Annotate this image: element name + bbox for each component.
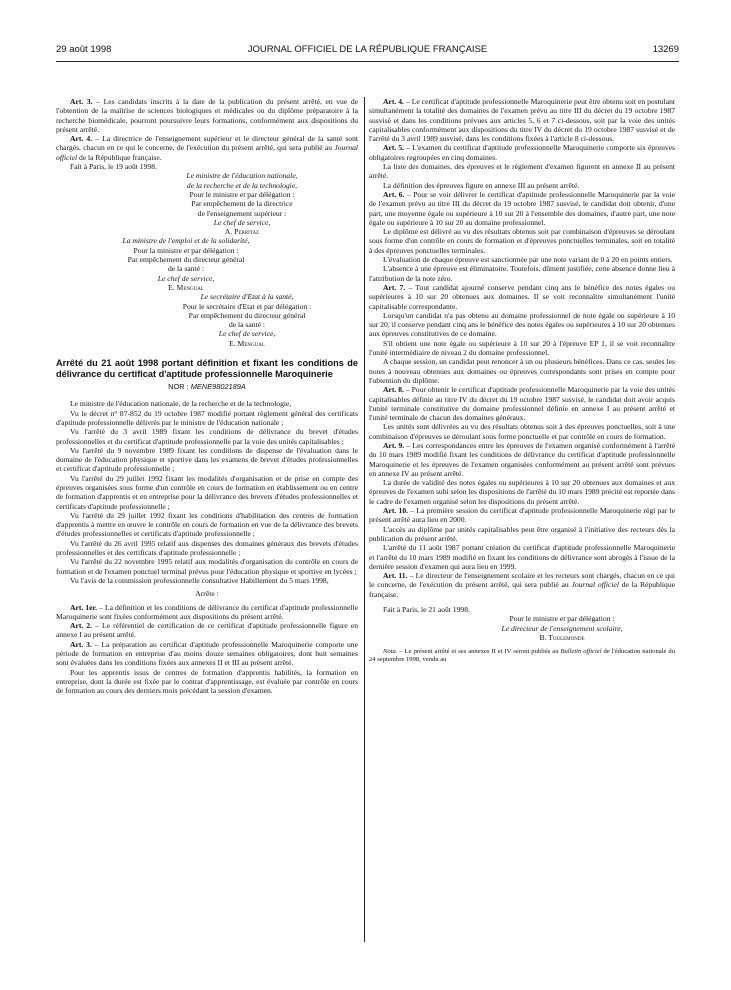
- paragraph: L'arrêté du 11 août 1987 portant création du certificat d'aptitude professionnelle Maroquinerie et l'arrêté du 10 mars 1989 modifié en fixant les conditions de délivrance sont abrogés à l'issue de la dernière session d'examen qui aura lieu en 1999.: [369, 543, 675, 571]
- signatory-name: E. Mengual: [168, 282, 204, 292]
- signatory-name: A. Perritaz: [224, 227, 260, 237]
- signature-block-1: Le ministre de l'éducation nationale, de la recherche et de la technologie, Pour le ministre et par délégation : Par empêchement de la directrice de l'enseignement supérieur : Le chef de service, A. Perritaz: [126, 171, 358, 236]
- paragraph: Vu le décret n° 87-852 du 19 octobre 1987 modifié portant règlement général des certificats d'aptitude professionnelle délivrés par le ministre de l'éducation nationale ;: [56, 408, 358, 427]
- paragraph: Vu l'arrêté du 26 avril 1995 relatif aux dispenses des domaines généraux des brevets d'études professionnelles et des certificats d'aptitude professionnelle ;: [56, 538, 358, 558]
- paragraph: Vu l'arrêté du 3 avril 1989 fixant les conditions de délivrance du brevet d'études professionnelles et du certificat d'aptitude professionnelle par la voie des unités capitalisables ;: [56, 427, 358, 446]
- paragraph: La durée de validité des notes égales ou supérieures à 10 sur 20 obtenues aux domaines et aux épreuves de l'examen subi selon les dispositions de l'arrêté du 10 mars 1989 précité est reportée dans le cadre de l'examen organisé selon les dispositions du présent arrêté.: [369, 478, 675, 506]
- right-column: [369, 97, 675, 664]
- paragraph-art2: Art. 2. – Le référentiel de certification de ce certificat d'aptitude professionnelle figure en annexe I au présent arrêté.: [56, 621, 358, 640]
- paragraph: Pour les apprentis issus de centres de formation d'apprentis habilités, la formation en entreprise, dont la durée est fixée par le contrat d'apprentissage, est évaluée par contrôle en cours de formation au cours des derniers mois précédant la session d'examen.: [56, 667, 358, 696]
- column-divider: [364, 97, 365, 942]
- paragraph-art3-b: Art. 3. – La préparation au certificat d'aptitude professionnelle Maroquinerie comporte une période de formation en entreprise d'au moins douze semaines obligatoires, dont huit semaines sont évaluées dans les conditions fixées aux annexes II et III au présent arrêté.: [56, 639, 358, 668]
- header-date: 29 août 1998: [56, 44, 112, 55]
- signature-block-3: Le secrétaire d'Etat à la santé, Pour le secrétaire d'Etat et par délégation : Par empêchement du directeur général de la santé : Le chef de service, E. Mengual: [136, 292, 358, 348]
- signature-block-2: La ministre de l'emploi et de la solidarité, Pour la ministre et par délégation : Par empêchement du directeur général de la santé : Le chef de service, E. Mengual: [56, 236, 316, 292]
- header-page-number: 13269: [652, 44, 679, 55]
- paragraph-art4-b: Art. 4. – Le certificat d'aptitude professionnelle Maroquinerie peut être obtenu soit en postulant simultanément la totalité des domaines de l'examen prévu au titre III du décret du 19 octobre 1987 susvisé et dans les conditions prévues aux articles 5, 6 et 7 ci-dessous, soit par la voie des unités capitalisables conformément aux dispositions du titre IV du décret du 19 octobre 1987 susvisé et de l'arrêté du 3 avril 1989 susvisé, dans les conditions fixées à l'article 8 ci-dessous.: [369, 97, 675, 144]
- paragraph: Vu l'avis de la commission professionnelle consultative Habillement du 5 mars 1998,: [70, 575, 329, 585]
- paragraph: Le diplôme est délivré au vu des résultats obtenus soit par combinaison d'épreuves se déroulant sous forme d'un contrôle en cours de formation et d'épreuves ponctuelles terminales, soit en totalité à des épreuves ponctuelles terminales.: [369, 227, 675, 255]
- paragraph: L'évaluation de chaque épreuve est sanctionnée par une note variant de 0 à 20 en points entiers.: [383, 255, 673, 265]
- paragraph: Vu l'arrêté du 29 juillet 1992 fixant les conditions d'habilitation des centres de formation d'apprentis à mettre en œuvre le contrôle en cours de formation en vue de la délivrance des brevets d'études professionnelles et certificats d'aptitude professionnelle ;: [56, 510, 358, 539]
- paragraph-art1: Art. 1er. – La définition et les conditions de délivrance du certificat d'aptitude professionnelle Maroquinerie sont fixées conformément aux dispositions du présent arrêté.: [56, 602, 358, 621]
- paragraph: A chaque session, un candidat peut renoncer à un ou plusieurs bénéfices. Dans ce cas, seules les notes à nouveau obtenues aux domaines ou épreuves correspondants sont prises en compte pour l'obtention du diplôme.: [369, 357, 675, 385]
- header-title: JOURNAL OFFICIEL DE LA RÉPUBLIQUE FRANÇAISE: [247, 44, 488, 55]
- paragraph-art7: Art. 7. – Tout candidat ajourné conserve pendant cinq ans le bénéfice des notes égales ou supérieures à 10 sur 20 obtenues aux domaines. Il se voit reconnaître simultanément l'unité capitalisable correspondante.: [369, 282, 675, 311]
- left-column: [56, 97, 358, 696]
- paragraph-art6: Art. 6. – Pour se voir délivrer le certificat d'aptitude professionnelle Maroquinerie par la voie de l'examen prévu au titre III du décret du 19 octobre 1987 susvisé, le candidat doit obtenir, d'une part, une moyenne égale ou supérieure à 10 sur 20 à l'ensemble des domaines, d'autre part, une note égale ou supérieure à 10 sur 20 au domaine professionnel.: [369, 189, 675, 227]
- decree-title: Arrêté du 21 août 1998 portant définition et fixant les conditions de délivrance du certificat d'aptitude professionnelle Maroquinerie: [56, 358, 358, 379]
- fait-date: Fait à Paris, le 21 août 1998.: [383, 605, 470, 615]
- paragraph: L'absence à une épreuve est éliminatoire. Toutefois, dûment justifiée, cette absence donne lieu à l'attribution de la note zéro.: [369, 264, 675, 283]
- paragraph: La définition des épreuves figure en annexe III au présent arrêté.: [383, 180, 580, 190]
- paragraph: S'il obtient une note égale ou supérieure à 10 sur 20 à l'épreuve EP 1, il se voit reconnaître l'unité intermédiaire de niveau 2 du domaine professionnel.: [369, 338, 675, 358]
- nota-footnote: Nota. – Le présent arrêté et ses annexes II et IV seront publiés au Bulletin officiel de l'éducation nationale du 24 septembre 1998, vendu au: [369, 648, 675, 664]
- paragraph-art5: Art. 5. – L'examen du certificat d'aptitude professionnelle Maroquinerie comporte six épreuves obligatoires regroupées en cinq domaines.: [369, 143, 675, 162]
- paragraph: Lorsqu'un candidat n'a pas obtenu au domaine professionnel de note égale ou supérieure à 10 sur 20, il conserve pendant cinq ans le bénéfice des notes égales ou supérieures à 10 sur 20 obtenues aux épreuves constitutives de ce domaine.: [369, 310, 675, 339]
- paragraph-art8: Art. 8. – Pour obtenir le certificat d'aptitude professionnelle Maroquinerie par la voie des unités capitalisables définie au titre IV du décret du 19 octobre 1987 susvisé, le candidat doit avoir acquis l'unité terminale constitutive du domaine professionnel définie en annexe I au présent arrêté et l'unité terminale de chacun des domaines généraux.: [369, 385, 675, 423]
- paragraph: Vu l'arrêté du 22 novembre 1995 relatif aux modalités d'organisation du contrôle en cours de formation et de l'examen ponctuel terminal prévus pour l'éducation physique et sportive en lycées ;: [56, 557, 358, 576]
- signature-block-4: Pour le ministre et par délégation : Le directeur de l'enseignement scolaire, B. Toulemonde: [449, 614, 675, 642]
- fait-date: Fait à Paris, le 19 août 1998.: [70, 162, 157, 172]
- paragraph-art3: Art. 3. – Les candidats inscrits à la date de la publication du présent arrêté, en vue de l'obtention de la maîtrise de sciences biologiques et médicales ou du diplôme préparatoire à la recherche biomédicale, pourront poursuivre leurs formations, conformément aux dispositions du présent arrêté.: [56, 97, 358, 134]
- signatory-name: E. Mengual: [229, 338, 265, 348]
- paragraph: Vu l'arrêté du 29 juillet 1992 fixant les modalités d'organisation et de prise en compte des épreuves organisées sous forme d'un contrôle en cours de formation en établissement ou en centre de formation d'apprentis et en entreprise pour la délivrance des brevets d'études professionnelles et certificats d'aptitude professionnelle ;: [56, 473, 358, 511]
- signatory-name: B. Toulemonde: [539, 632, 585, 642]
- paragraph-art4: Art. 4. – La directrice de l'enseignement supérieur et le directeur général de la santé sont chargés, chacun en ce qui le concerne, de l'exécution du présent arrêté, qui sera publié au Journal officiel de la République française.: [56, 134, 358, 162]
- paragraph: Les unités sont délivrées au vu des résultats obtenus soit à des épreuves ponctuelles, soit à une combinaison d'épreuves se déroulant sous forme ponctuelle et par contrôle en cours de formation.: [369, 422, 675, 441]
- paragraph: L'accès au diplôme par unités capitalisables peut être organisé à l'initiative des recteurs dès la publication du présent arrêté.: [369, 524, 675, 543]
- nor-reference: NOR : MENE9802189A: [168, 382, 246, 392]
- paragraph: Le ministre de l'éducation nationale, de la recherche et de la technologie,: [70, 399, 292, 409]
- page-header: [56, 44, 679, 58]
- paragraph-art10: Art. 10. – La première session du certificat d'aptitude professionnelle Maroquinerie régi par le présent arrêté aura lieu en 2000.: [369, 506, 675, 525]
- header-rule: [56, 61, 679, 62]
- paragraph: La liste des domaines, des épreuves et le règlement d'examen figurent en annexe II au présent arrêté.: [369, 162, 675, 181]
- paragraph-art9: Art. 9. – Les correspondances entre les épreuves de l'examen organisé conformément à l'arrêté du 10 mars 1989 modifié fixant les conditions de délivrance du certificat d'aptitude professionnelle Maroquinerie et les épreuves de l'examen organisées conformément au présent arrêté sont prévues en annexe IV au présent arrêté.: [369, 440, 675, 478]
- arrete-heading: Arrête :: [195, 589, 219, 599]
- paragraph-art11: Art. 11. – Le directeur de l'enseignement scolaire et les recteurs sont chargés, chacun en ce qui le concerne, de l'exécution du présent arrêté, qui sera publié au Journal officiel de la République française.: [369, 571, 676, 599]
- paragraph: Vu l'arrêté du 9 novembre 1989 fixant les conditions de dispense de l'évaluation dans le domaine de l'éducation physique et sportive dans les examens de brevet d'études professionnelles et certificat d'aptitude professionnelle ;: [56, 445, 358, 474]
